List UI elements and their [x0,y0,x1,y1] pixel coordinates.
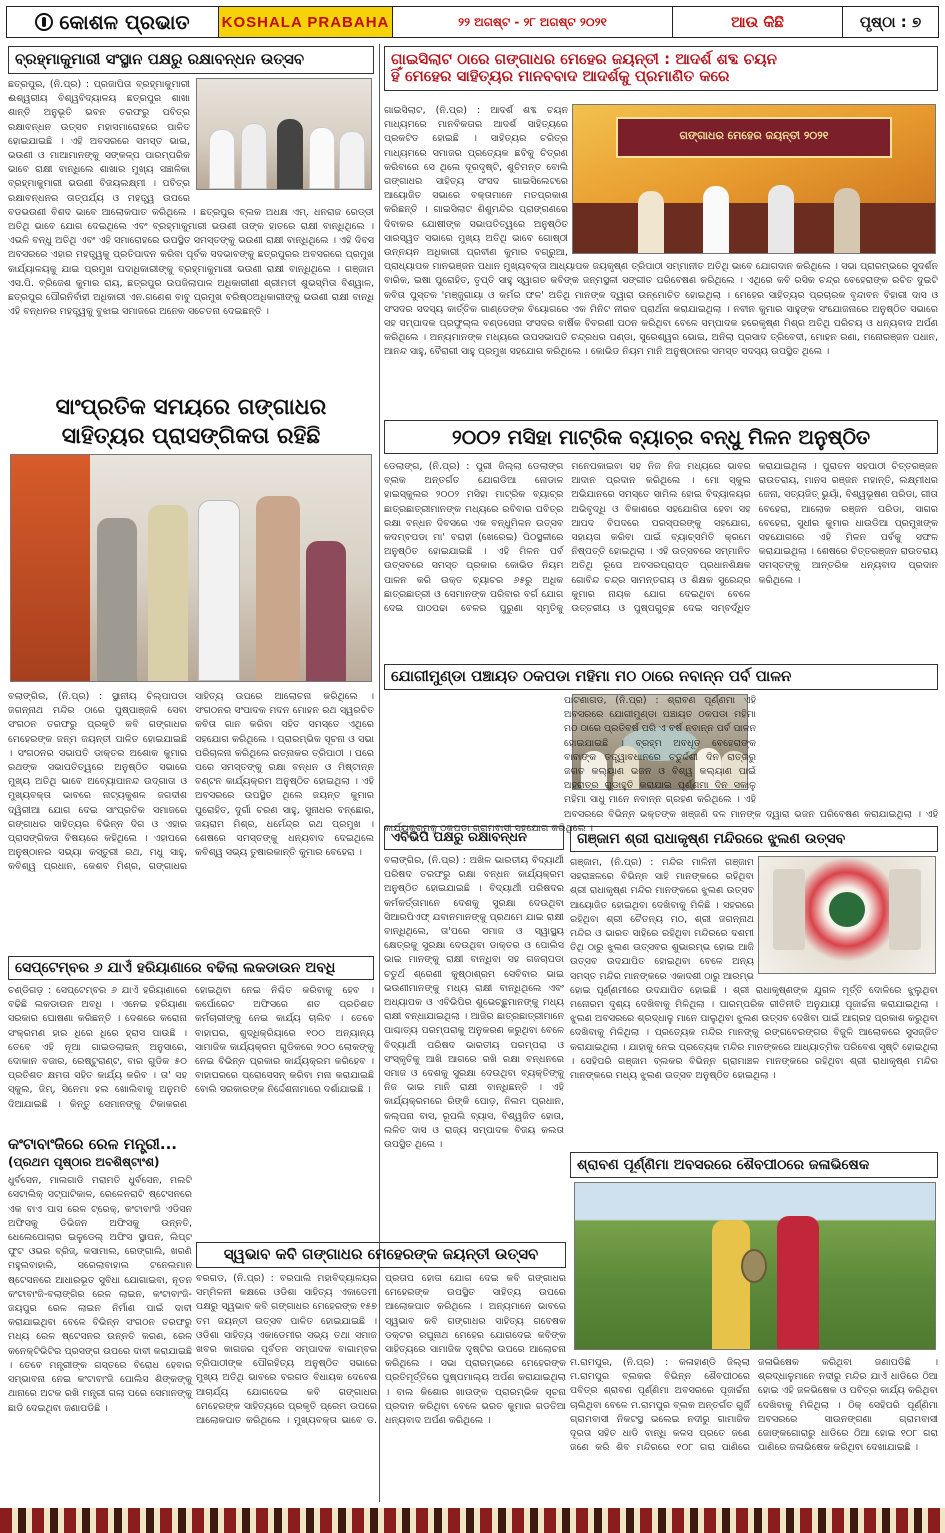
headline: ଗଞ୍ଜାମ ଶ୍ରୀ ରାଧାକୃଷ୍ଣ ମନ୍ଦିରରେ ଝୁଲଣ ଉତ୍ସବ [570,826,938,852]
headline: ଏବିଭିପି ପକ୍ଷରୁ ରକ୍ଷାବନ୍ଧନ [384,826,564,850]
article-text: ଗଞ୍ଜାମ, (ନି.ପ୍ର) : ମନ୍ଦିର ମାଳିନୀ ଗଞ୍ଜାମ ସହରାଞ୍ଚଳରେ ବିଭିନ୍ନ ସାହି ମାନଙ୍କରେ ରହିଥିବା ଶ୍ରୀ ରାଧାକୃଷ୍ଣ ମନ୍ଦିର ମାନଙ୍କରେ ଝୁଲଣ ଉତ୍ସବ ଆୟୋଜିତ ହୋଇଥିବା ଦେଖିବାକୁ ମିଳିଛି । ସହରରେ ରହିଥିବା ଶ୍ରୀ ଚୈତନ୍ୟ ମଠ, ଶ୍ରୀ ଜଗନ୍ନାଥ ମନ୍ଦିର ଓ ଭାରତ ସାହିରେ ରହିଥିବା ମନ୍ଦିରରେ ଦଶମୀ ତିଥି ଠାରୁ ଝୁଲଣ ଉତ୍ସବର ଶୁଭାରମ୍ଭ ହୋଇ ଆଜି ଉତ୍ସବ ଉଦଯାପିତ ହୋଇଥିବା ବେଳେ ଅନ୍ୟ ସମସ୍ତ ମନ୍ଦିର ମାନଙ୍କରେ ଏକାଦଶୀ ଠାରୁ ଆରମ୍ଭ ହୋଇ ପୂର୍ଣ୍ଣମୀରେ ଉଦଯାପିତ ହୋଇଛି । ଶ୍ରୀ ରାଧାକୃଷ୍ଣଙ୍କ ଯୁଗଳ ମୂର୍ତ୍ତି ଦୋଳିରେ ଝୁଲୁଥିବା ମନୋରମ ଦୃଶ୍ୟ ଦେଖିବାକୁ ମିଳିଥିଲା । ପାରମ୍ପରିକ ରୀତିନୀତି ଅନୁଯାୟୀ ପୂଜାର୍ଚ୍ଚନା କରାଯାଇଥିଲା । ଝୁଲଣ ଅବସରରେ ଶ୍ରଦ୍ଧାଳୁ ମାନେ ପାଲୁଥିବା ଝୁଲଣ ଉତ୍ସବ ଦେଖିବା ପାଇଁ ଆଗ୍ରହ ପ୍ରକାଶ କରୁଥିବା ଦେଖିବାକୁ ମିଳିଥିଲା । ପ୍ରତ୍ୟେକ ମନ୍ଦିର ମାନଙ୍କୁ ରଙ୍ଗବେରଙ୍ଗର ବିଜୁଳି ଆଲୋକରେ ସୁସଜ୍ଜିତ କରାଯାଇଥିଲା । ଯାହାକୁ ନେଇ ପ୍ରତ୍ୟେକ ମନ୍ଦିର ମାନଙ୍କରେ ଆଧ୍ୟାତ୍ମିକ ପରିବେଶ ସୃଷ୍ଟି ହୋଇଥିଲା । ସେହିପରି ଗଞ୍ଜାମ ବ୍ଲକର ବିଭିନ୍ନ ଗ୍ରାମାଞ୍ଚଳ ମାନଙ୍କରେ ରହିଥିବା ଶ୍ରୀ ରାଧାକୃଷ୍ଣ ମନ୍ଦିର ମାନଙ୍କରେ ମଧ୍ୟ ଝୁଲଣ ଉତ୍ସବ ଅନୁଷ୍ଠିତ ହୋଇଥିଲା । [570,857,938,1082]
article-text: ମ.ରାମପୁର, (ନି.ପ୍ର) : କଳାହାଣ୍ଡି ଜିଲ୍ଲା ମ.ରାମପୁର ବ୍ଲକର ବିଭିନ୍ନ ଶୈବପୀଠରେ ପବିତ୍ର ଶ୍ରାବଣ ପୂର୍ଣ୍ଣିମା ଅବସରରେ ପୂଜାର୍ଚ୍ଚନା ଚାଲିଥିବା ବେଳେ ମ.ରାମପୁର ବ୍ଲକ ଅନ୍ତର୍ଗତ ଗୁର୍ଜି ଗ୍ରାମବାସୀ ନିକଟସ୍ଥ ଭଲେଇ ନଦୀରୁ ଗାମାଜିକ ଦୂରତା ସହିତ ଧାଡି ବାନ୍ଧି କଳସ ପ୍ରତେ ଜଣେ ଜଣେ କରି ଶିବ ମନ୍ଦିରରେ ୧୦୮ ଗରା ପାଣିରେ ଜଳାଭିଷେକ କରିଥିବା ଜଣାପଡିଛି । ଶ୍ରଦ୍ଧାଳୁମାନେ ନଦୀରୁ ମନ୍ଦିର ଯାଏଁ ଧାଡିରେ ଠିଆ ହୋଇ ଏହି ଜଳଭିଷେକ ଓ ପବିତ୍ର କାର୍ଯ୍ୟ କରିଥିବା ଦେଖିବାକୁ ମିଳିଥିଲା । ଠିକ୍ ସେହିପରି ପୂର୍ଣ୍ଣିମା ଅବସରରେ ସାଉନଙ୍ଗଣା ଗ୍ରାମବାସୀ ଜୋଙ୍କଗୋରାରୁ ଧାଡିରେ ଠିଆ ହୋଇ ୧୦୮ ଗରା ପାଣିରେ ଜଳାଭିଷେକ କରିଥିବା ଦେଖାଯାଇଛି । [570,1357,938,1454]
headline: ୨୦୦୨ ମସିହା ମାଟ୍ରିକ ବ୍ୟାଚ୍‌ର ବନ୍ଧୁ ମିଳନ ଅନୁଷ୍ଠିତ [384,420,938,454]
photo-devotees-with-kalash [574,1182,936,1350]
headline-line-1: ସାଂପ୍ରତିକ ସମୟରେ ଗଙ୍ଗାଧର [55,395,327,420]
masthead [6,6,939,38]
article-text: ଛତ୍ରପୁର, (ନି.ପ୍ର) : ପ୍ରଜାପିତା ବ୍ରହ୍ମାକୁମାରୀ ଈଶ୍ୱରୀୟ ବିଶ୍ୱବିଦ୍ୟାଳୟ ଛତ୍ରପୁର ଶାଖା ଶାନ୍ତି ଅନୁଭୂତି ଭବନ ତରଫରୁ ପବିତ୍ର ରକ୍ଷାବନ୍ଧନ ଉତ୍ସବ ମହାସମାରୋହରେ ପାଳିତ ହୋଇଯାଇଛି । ଏହି ଅବସରରେ ସମସ୍ତ ଭାଇ, ଭଉଣୀ ଓ ମାଆମାନଙ୍କୁ ସଙ୍କଳ୍ପ ପାରମ୍ପରିକ ଭାବେ ରାକ୍ଷୀ ବାନ୍ଧିଲେ ଶାଖାର ମୁଖ୍ୟ ସଞ୍ଚାଳିକା ବ୍ରହ୍ମାକୁମାରୀ ଭଉଣୀ ବିଜୟଲକ୍ଷ୍ମୀ । ପବିତ୍ର ରକ୍ଷାବନ୍ଧନର ତାତ୍ପର୍ଯ୍ୟ ଓ ମହତ୍ତ୍ୱ ଉପରେ ବଡଭଉଣୀ ବିଶଦ ଭାବେ ଆଲୋକପାତ କରିଥିଲେ । ଛତ୍ରପୁର ବ୍ଲକ ଅଧକ୍ଷ ଏମ୍. ଧନରାଜ ରେଡ୍ଡୀ ଅତିଥି ଭାବେ ଯୋଗ ଦେଇଥିଲେ ଏବଂ ବ୍ରହ୍ମାକୁମାରୀ ଭଉଣୀ ତାଙ୍କ ହାତରେ ରାକ୍ଷୀ ବାନ୍ଧିଥିଲେ । ଏଭଳି ବନ୍ଧୁ ଅତିଥି ଏବଂ ଏହି ସମାରୋହରେ ଉପସ୍ଥିତ ସମସ୍ତଙ୍କୁ ଭଉଣୀ ରାକ୍ଷୀ ବାନ୍ଧିଥିଲେ । ଏହି ଦିବସ ଅବସରରେ ଏହାର ମହତ୍ତ୍ୱକୁ ପ୍ରତିପାଦନ କରିବା ପୂର୍ବକ ସଦଭାବଙ୍କୁ ଛତ୍ରପୁରର ଅବସରରେ ପ୍ରମୁଖ କାର୍ଯ୍ୟାଳୟକୁ ଯାଇ ପ୍ରମୁଖ ପଦାଧିକାରୀଙ୍କୁ ବ୍ରହ୍ମାକୁମାରୀ ଭଉଣୀ ରାକ୍ଷୀ ବାନ୍ଧିଥିଲେ । ଗଞ୍ଜାମ ଏସ.ପି. ବ୍ରିଜେଶ କୁମାର ରାୟ, ଛତ୍ରପୁର ଉପଜିଲାପାଳ ଅଧିକାରୀଣୀ ଶ୍ରୀମତୀ ଶୁଭସ୍ମିତା ବିଶ୍ୱାଳ, ଛତ୍ରପୁର ପୌରନିର୍ବାହୀ ଅଧିକାରୀ ଏନ.ଗଣେଶ ବାବୁ ପ୍ରମୁଖ ବରିଷ୍ଠଅଧିକାରୀଙ୍କୁ ଭଉଣୀ ରାକ୍ଷୀ ବାନ୍ଧି ଏହି ବନ୍ଧନର ମହତ୍ତ୍ୱକୁ ବୁଝାଇ ସମାଜରେ ଅନେକ ସଚେତନା ଦେଇଛନ୍ତି । [8,79,374,318]
headline: କଂଟାବାଂଜିରେ ରେଳ ମନ୍ତ୍ରୀ... [8,1135,177,1153]
article-text: ଧୁର୍ବସେନ, ମାଲଗାଡି ମରାମତି ଧୁର୍ବସେନ, ମଲଟି ସେଟାଲିକ୍ ସଟ୍‌ପାଟିକାଳ, ରେଳେନରାଟି ଷ୍ଟେସନରେ ଏକ ବାଏ ପାସ ରେଳ ଟ୍ରେକ୍, କଂଟାବାଂଜି ଏଡିସନ ଅଫିସକୁ ଡିଭିଜନ ଅଫିସକୁ ଉନ୍ନତି, ଧେଲେପୋଲାର ଇଳୁଡେଲ୍‌ ଅଫିସ ସ୍ଥାପନ, ଲିପ୍ଟ ଫୁଟ ଓଭର ବ୍ରିଜ୍, କସାମାଲ, ରେଙ୍ଗାଲି, ଖରଣି ମହୁଲବାହାଲି, ସରେଲାବାହାଲ ଟନେଲମାନ ଷ୍ଟେସନରେ ଆଧାରଭୂତ ସୁବିଧା ଯୋଗାଇବା, ନୂତନ କଂଟାବାଂଜି-ବଲାଙ୍ଗିର ରେଳ ଲାଇନ, କଂଟାବାଂଜି-ଜୟପୁର ରେଳ ଲାଇନ ନିର୍ମାଣ ପାଇଁ ଦାବୀ କରାଯାଇଥିବା ବେଳେ ବିଭିନ୍ନ ସଂଗଠନ ତରଫରୁ ମଧ୍ୟ ରେଳ ଷ୍ଟେସନର ଉନ୍ନତି କରଣ, ରେଳ କନେକ୍ଟିଭିଟିର ପ୍ରସଙ୍ଗ ଉପରେ ଦାବୀ କରାଯାଇଛି । ତେବେ ମନ୍ତ୍ରୀଙ୍କ ଗସ୍ତରେ ବିରୋଧ ହେବାର ସମ୍ଭାବନା ନେଇ କଂଟାବାଂଜି ପୋଲିସ ଶିଙ୍କଙ୍କୁ ଥାନାରେ ଅଟକ ରଖି ମନ୍ତ୍ରୀ ଗଲା ପରେ ସେମାନଙ୍କୁ ଛାଡି ଦେଇଥିବା ଜଣାପଡିଛି । [8,1175,192,1414]
article-text: ଚଣ୍ଡିଗଡ଼ : ସେପ୍ଟେମ୍ବର ୬ ଯାଏଁ ହରିୟାଣାରେ ବଢିଛି ଲକଡାଉନ ଅବଧି । ଏନେଇ ହରିୟାଣା ସରକାର ଘୋଷଣା କରିଛନ୍ତି । ଦେଶରେ କରୋନା ସଂକ୍ରମଣ ହାର ଧିରେ ଧିରେ ହ୍ରାସ ପାଉଛି । ତେବେ ଏହି ନୂଆ ଗାଇଡଲାଇନ୍ ଅନୁସାରେ, ଦୋକାନ ବଜାର, ରେଷ୍ଟୁରାଣ୍ଟ, ବାର ଗୁଡିକ ୫୦ ପ୍ରତିଶତ କ୍ଷମତା ସହିତ କାର୍ଯ୍ୟ କରିବ । ତା' ସହ ସ୍କୁଲ, ଜିମ୍, ସିନେମା ହଲ ଖୋଲିବାକୁ ଅନୁମତି ଦିଆଯାଇଛି । କିନ୍ତୁ ସେମାନଙ୍କୁ ଟିକାକରଣ ହୋଇଥିବା ନେଇ ନିଶ୍ଚିତ କରିବାକୁ ହେବ । କର୍ପୋରେଟ ଅଫିସରେ ଶତ ପ୍ରତିଶତ କର୍ମଚାରୀଙ୍କୁ ନେଇ କାର୍ଯ୍ୟ ଚାଲିବ । ତେବେ ବାହାଘର, ଶୁଦ୍ଧିକ୍ରିୟାରେ ୧୦୦ ଅନ୍ୟାନ୍ୟ ସାମାଜିକ କାର୍ଯ୍ୟକ୍ରମ ଗୁଡିକରେ ୨୦୦ ଲୋକଙ୍କୁ ନେଇ ବିଭିନ୍ନ ପ୍ରକାର କାର୍ଯ୍ୟକ୍ରମ କରିହେବ । ବାହାଘରରେ ପ୍ରୋସେସନ୍ କରିବା ମନା କରାଯାଇଛି ବୋଲି ସରକାରଙ୍କ ନିର୍ଦ୍ଦେଶନାମାରେ ଦର୍ଶାଯାଇଛି । [8,985,374,1110]
banner-text: ଗଙ୍ଗାଧର ମେହେର ଜୟନ୍ତୀ ୨୦୨୧ [679,128,829,142]
page-number: ପୃଷ୍ଠା : ୭ [859,13,922,31]
article-text: ବଲାଙ୍ଗିର, (ନି.ପ୍ର) : ଅଖିଳ ଭାରତୀୟ ବିଦ୍ୟାର୍ଥୀ ପରିଷଦ ତରଫରୁ ରକ୍ଷା ବନ୍ଧନ କାର୍ଯ୍ୟକ୍ରମ ଅନୁଷ୍ଠିତ ହୋଇଯାଇଛି । ବିଦ୍ୟାର୍ଥୀ ପରିଷଦର କର୍ମକର୍ତ୍ତାମାନେ ଦେଶକୁ ସୁରକ୍ଷା ଦେଉଥିବା ସିଆରପିଏଫ୍ ଯବାନମାନଙ୍କୁ ପ୍ରଥମେ ଯାଇ ରାକ୍ଷୀ ବାନ୍ଧିଥିଲେ, ତା'ପରେ ସମାଜ ଓ ସ୍ୱାସ୍ଥ୍ୟ କ୍ଷେତ୍ରକୁ ସୁରକ୍ଷା ଦେଉଥିବା ଡାକ୍ତର ଓ ପୋଲିସ ଭାଇ ମାନଙ୍କୁ ରାକ୍ଷୀ ବାନ୍ଧିବା ସହ ଗଜଚାପଡା ଚତୁର୍ଥ ଶ୍ରେଣୀ କୁଷ୍ଠାଶ୍ରମ ସେବିବାର ଭାଇ ଭଉଣୀମାନଙ୍କୁ ମଧ୍ୟ ରାକ୍ଷୀ ବାନ୍ଧିଥିଲେ ଏବଂ ଅଧ୍ୟାପକ ଓ ଏବିଭିପିର ଶୁଭେଚ୍ଛୁମାନଙ୍କୁ ମଧ୍ୟ ରାକ୍ଷୀ ବନ୍ଧାଯାଇଥିଲା । ଆଜିର ଛାତ୍ରଛାତ୍ରୀମାନେ ପାଶ୍ଚାତ୍ୟ ପରମ୍ପରାକୁ ଅନୁକରଣ କରୁଥିବା ବେଳେ ବିଦ୍ୟାର୍ଥୀ ପରିଷଦ ଭାରତୀୟ ପରମ୍ପରା ଓ ସଂସ୍କୃତିକୁ ଆଖି ଆଗରେ ରଖି ରକ୍ଷା ବନ୍ଧନରେ ସମାଜ ଓ ଦେଶକୁ ସୁରକ୍ଷା ଦେଉଥିବା ବ୍ୟକ୍ତିଙ୍କୁ ନିଜ ଭାଇ ମାନି ରାକ୍ଷୀ ବାନ୍ଧିଛନ୍ତି । ଏହି କାର୍ଯ୍ୟକ୍ରମରେ ରିଙ୍କି ପୋଡ଼, ନିଲମ ପ୍ରଧାନ, କଲ୍ପନା ବାସ, ରୂପଲି ବ୍ୟାସ, ବିଶ୍ୱଜିତ ହୋତା, ଲଳିତ ଦାସ ଓ ରାଜ୍ୟ ସମ୍ପାଦକ ବିଜୟ କଲତା ଉପସ୍ଥିତ ଥିଲେ । [384,855,564,1151]
photo-gathering [10,454,372,682]
article-text: ପାଟଣାଗଡ, (ନି.ପ୍ର) : ଶ୍ରାବଣ ପୂର୍ଣ୍ଣମା ଏହି ଅବସରରେ ଯୋଗୀମୁଣ୍ଡା ପଞ୍ଚାୟତ ଠକପଡା ମହିମା ମଠ ଠାରେ ପ୍ରତିବର୍ଷ ପରି ଏ ବର୍ଷ ନବାନ୍ନ ପର୍ବ ପାଳନ ହୋଇଯାଇଛି । ବ୍ରହ୍ମ ଅବଧୂତ ବେହେରାଙ୍କ ବାବାଙ୍କ ତତ୍ତ୍ୱାବଧାନରେ ଚତୁର୍ଦ୍ଦଶୀ ଦିନ ରାତ୍ରରୁ ଜଗତ କଲ୍ୟାଣ ଭଜନ ଓ ବିଶ୍ୱ କଲ୍ୟାଣ ପାଇଁ ଅହରାତ୍ର ଗୁଡାହୁତି କରାଯାଇ ପୂର୍ଣ୍ଣମା ଦିନ ସକାଳୁ ମହିମା ସାଧୁ ମାନେ ନବାନ୍ନ ଗ୍ରହଣ କରିଥିଲେ । ଏହି ଅବସରରେ ବିଭିନ୍ନ ଭକ୍ତଙ୍କ ଖଞ୍ଜଣି ଦଳ ମାନଙ୍କ ଦ୍ୱାରା ଭଜନ ପରିବେଷଣ କରାଯାଇଥିଲା । ଏହି କାର୍ଯ୍ୟକ୍ରମକୁ ଠକପଡା ଗ୍ରାମବାସୀ ସହଯୋଗ କରିଥିଲେ । [384,695,938,834]
article-nabanna [384,664,938,834]
headline: ବ୍ରହ୍ମାକୁମାରୀ ସଂସ୍ଥାନ ପକ୍ଷରୁ ରକ୍ଷାବନ୍ଧନ ଉତ୍ସବ [8,46,374,74]
decorative-footer-border [0,1508,945,1533]
article-abvp [384,826,564,1240]
article-gangadhar-jayanti [384,46,938,412]
headline-line-1: ଗାଇସିଲାଟ ଠାରେ ଗଙ୍ଗାଧର ମେହେର ଜୟନ୍ତୀ : ଆଦର୍ଶ ଶବ୍ଦ ଚୟନ [391,50,777,68]
headline: ଯୋଗୀମୁଣ୍ଡା ପଞ୍ଚାୟତ ଠକପଡା ମହିମା ମଠ ଠାରେ ନବାନ୍ନ ପର୍ବ ପାଳନ [384,664,938,690]
issue-date: ୨୨ ଅଗଷ୍ଟ - ୨୮ ଅଗଷ୍ଟ ୨୦୨୧ [393,7,673,37]
logo-text: କୋଶଳ ପ୍ରଭାତ [59,10,190,34]
article-reunion [384,420,938,656]
headline: ସ୍ୱଭାବ କବି ଗଙ୍ଗାଧର ମେହେରଙ୍କ ଜୟନ୍ତୀ ଉତ୍ସବ [196,1242,566,1268]
subhead: (ପ୍ରଥମ ପୃଷ୍ଠାର ଅବଶିଷ୍ଟାଂଶ) [8,1155,160,1170]
section-title: ଆଉ କିଛି [673,7,843,37]
headline-line-2: ହିଁ ମେହେର ସାହିତ୍ୟର ମାନବବାଦ ଆଦର୍ଶକୁ ପ୍ରମାଣିତ କରେ [391,67,730,86]
article-text: ଡେଲାଙ୍ଗ, (ନି.ପ୍ର) : ପୁରୀ ଜିଲ୍ଲା ଡେଲାଙ୍ଗ ବ୍ଲକ ଅନ୍ତର୍ଗତ ଯୋଗଡିଆ ନୋଡାଳ ହାଇସ୍କୁଲର ୨୦୦୨ ମସିହା ମାଟ୍ରିକ ବ୍ୟାଚ୍‌ର ଛାତ୍ରଛାତ୍ରୀମାନଙ୍କ ମଧ୍ୟରେ ରବିବାର ପବିତ୍ର ରକ୍ଷା ବନ୍ଧନ ଦିବସରେ ଏକ ବନ୍ଧୁମିଳନ ଉତ୍ସବ କଦମ୍ବପଡା ମା' ବରାହୀ (ଖେରେଇ) ପିଠସ୍ଥଳୀରେ ଅନୁଷ୍ଠିତ ହୋଇଯାଇଛି । ଏହି ମିଳନ ପର୍ବ ଉତ୍ସବରେ ସମସ୍ତ ପ୍ରକାର କୋଭିଡ ନିୟମ ପାଳନ କରି ଉକ୍ତ ବ୍ୟାଚର ୬୫ରୁ ଅଧିକ ଛାତ୍ରଛାତ୍ରୀ ଓ ସେମାନଙ୍କ ପରିବାର ବର୍ଗ ଯୋଗ ଦେଇ ପାଠପଢା ବେଳର ପୁରୁଣା ସ୍ମୃତିକୁ ମନେପକାଇବା ସହ ନିଜ ନିଜ ମଧ୍ୟରେ ଭାବର ଆଦାନ ପ୍ରଦାନ କରିଥିଲେ । ମୋ ସ୍କୁଲ ଅଭିଯାନରେ ସମସ୍ତେ ସାମିଲ ହୋଇ ବିଦ୍ୟାଳୟର ଅଭିବୃଦ୍ଧି ଓ ବିକାଶରେ ସହଯୋଗିତା ହେବା ସହ ଆପଦ ବିପଦରେ ପରସ୍ପରଙ୍କୁ ସହଯୋଗ, ସହାୟତା କରିବା ପାଇଁ ବ୍ୟାଚ୍‌ସମିତି କ୍ରମେ ନିଷ୍ପତ୍ତି ହୋଇଥିଲା । ଏହି ଉତ୍ସବରେ ସମ୍ମାନିତ ଅତିଥି ରୂପେ ଅବସରପ୍ରାପ୍ତ ପ୍ରଧାନଶିକ୍ଷକ ଗୋବିନ୍ଦ ଚନ୍ଦ୍ର ସାମନ୍ତରାୟ ଓ ଶିକ୍ଷକ ସୁରେନ୍ଦ୍ର କୁମାର ନାୟକ ଯୋଗ ଦେଇଥିବା ବେଳେ ଉତ୍ତରୀୟ ଓ ପୁଷ୍ପଗୁଚ୍ଛ ଦେଇ ସମ୍ବର୍ଦ୍ଧିତ କରାଯାଇଥିଲା । ପୁରାତନ ସହପାଠୀ ଚିତ୍ତରଞ୍ଜନ ରାଉତରାୟ, ମାନସ ରଞ୍ଜନ ମହାନ୍ତି, ଲକ୍ଷ୍ମୀଧର ଜେନା, ସତ୍ୟଜିତ୍ ଭୁୟାଁ, ବିଶ୍ୱଭୂଷଣ ପରିଡା, ଗୀତା ବେହେରା, ଆଲୋକ ରଞ୍ଜନ ପରିଡା, ସାଗର ବେହେରା, ସୁଧୀର କୁମାର ଧାଉଡିଆ ପ୍ରମୁଖଙ୍କ ସହଯୋଗରେ ଏହି ମିଳନ ପର୍ବକୁ ସଫଳ କରାଯାଇଥିଲା । ଶେଷରେ ଚିତ୍ତରଞ୍ଜନ ରାଉତରାୟ ସମସ୍ତଙ୍କୁ ଆନ୍ତରିକ ଧନ୍ୟବାଦ ପ୍ରଦାନ କରିଥିଲେ । [384,461,938,615]
headline-block [8,394,374,451]
article-samprati [8,394,374,948]
paper-name: KOSHALA PRABAHA [219,7,393,37]
article-jalabhishek [570,1152,938,1502]
article-text: ବରଗଡ, (ନି.ପ୍ର) : ବରପାଲି ମହାବିଦ୍ୟାଳୟର ସମ୍ମିଳନୀ କକ୍ଷରେ ଓଡିଶା ସାହିତ୍ୟ ଏକାଡେମୀ ପକ୍ଷରୁ ସ୍ୱଭାବ କବି ଗଙ୍ଗାଧର ମେହେରଙ୍କ ୧୫୭ ତମ ଜୟନ୍ତୀ ଉତ୍ସବ ପାଳିତ ହୋଇଯାଇଛି । ଓଡିଶା ସାହିତ୍ୟ ଏକାଡେମୀର ସଭ୍ୟ ତଥା ସମାଜ ଖବର କାଗଜର ପୂର୍ବତନ ସମ୍ପାଦକ ବାଗାମ୍ବର ତ୍ରିପାଠୀଙ୍କ ପୌରହିତ୍ୟ ଅନୁଷ୍ଠିତ ସଭାରେ ମୁଖ୍ୟ ଅତିଥି ଭାବରେ ବରଗଡ ବିଧାୟକ ଦେବେଶ ଆଚାର୍ଯ୍ୟ ଯୋଗଦେଇ କବି ଗଙ୍ଗାଧର ମେହେରଙ୍କ ସାହିତ୍ୟରେ ପ୍ରକୃତି ପ୍ରେମ ଉପରେ ଆଲୋକପାତ କରିଥିଲେ । ମୁଖ୍ୟବକ୍ତା ଭାବେ ଡ. ପ୍ରତାପ ହୋତା ଯୋଗ ଦେଇ କବି ଗଙ୍ଗାଧର ମେହେରଙ୍କ ଉପସ୍ଥିତ ସାହିତ୍ୟ ଉପରେ ଆଲୋକପାତ କରିଥିଲେ । ଅନ୍ୟମାନେ ଭାବରେ ସ୍ୱଭାବ କବି ଗଙ୍ଗାଧର ସାହିତ୍ୟ ଗବେଷକ ଡକ୍ଟର ରଘୁନାଥ ମେହେର ଯୋଗଦେଇ କବିଙ୍କ ସାହିତ୍ୟରେ ସାମାଜିକ ଦୃଷ୍ଟିର ଉପରେ ଆଲୋଚନା କରିଥିଲେ । ସଭା ପ୍ରାରମ୍ଭରେ ମେହେରଙ୍କ ପ୍ରତିମୂର୍ତ୍ତିରେ ପୁଷ୍ପମାଲ୍ୟ ଅର୍ପଣ କରାଯାଇଥିଲା । ବାଲ କିଶୋର ଖାଉଙ୍କ ପ୍ରାରମ୍ଭିକ ସୂଚନା ପ୍ରଦାନ କରିଥିବା ବେଳେ ଭରତ କୁମାର ଗଡତିଆ ଧନ୍ୟବାଦ ଅର୍ପଣ କରିଥିଲେ । [196,1273,566,1427]
article-jhulana [570,826,938,1156]
headline-line-2: ସାହିତ୍ୟର ପ୍ରାସଙ୍ଗିକତା ରହିଛି [61,423,321,449]
article-lockdown [8,956,374,1132]
headline: ସେପ୍ଟେମ୍ବର ୬ ଯାଏଁ ହରିୟାଣାରେ ବଢିଲା ଲକଡାଉନ ଅବଧି [8,956,374,980]
article-text: ଗାଇସିଲାଟ, (ନି.ପ୍ର) : ଆଦର୍ଶ ଶବ୍ଦ ଚୟନ ମାଧ୍ୟମରେ ମାନବିକତାର ଆଦର୍ଶ ସାହିତ୍ୟରେ ପ୍ରକଟିତ ହୋଇଛି । ସାହିତ୍ୟର ଚରିତ୍ର ମାଧ୍ୟମରେ ସମାଜର ପ୍ରତ୍ୟେକ ଛବିକୁ ଚିତ୍ରଣ କରିବାରେ ସେ ଥିଲେ ଦୂରଦୃଷ୍ଟି, ଶୁଚିମନ୍ତ ବୋଲି ଗଙ୍ଗାଧର ସାହିତ୍ୟ ସଂସଦ ଗାଇସିଲେଟରେ ଆୟୋଜିତ ସଭାରେ ବକ୍ତାମାନେ ମତପ୍ରକାଶ କରିଛନ୍ତି । ଗାଇସିଲାଟ ଶିଶୁମନ୍ଦିର ପ୍ରାଙ୍ଗଣରେ ଦିବାକର ଯୋଷୀଙ୍କ ସଭାପତିତ୍ୱରେ ଅନୁଷ୍ଠିତ ସାରସ୍ୱତ ସଭାରେ ମୁଖ୍ୟ ଅତିଥି ଭାବେ ଗୋଷ୍ଠୀ ଉନ୍ନୟନ ଅଧିକାରୀ ପ୍ରବୀଣ କୁମାର ବଗ୍ରୁଆ, ପ୍ରାଧ୍ୟାପକ ମାନଭଞ୍ଜନ ପଧାନ ମୁଖ୍ୟବକ୍ତା ଆଧ୍ୟାପକ ଜୟକୃଷ୍ଣ ତ୍ରିପାଠୀ ସମ୍ମାନୀତ ଅତିଥି ଭାବେ ଯୋଗଦାନ କରିଥିଲେ । ସଭା ପ୍ରାରମ୍ଭରେ ସୁଦର୍ଶନ ବାରିକ, ଇଷା ପୁରୋହିତ, ତୃପ୍ତି ସାହୁ ସ୍ୱାଗତ କବିଙ୍କ ଜନ୍ମସ୍ଥଳୀ ସଙ୍ଗୀତ ପରିବେଷଣ କରିଥିଲେ । ଏଥିରେ କବି ରସିକ ଚନ୍ଦ୍ର ବେହେରାଙ୍କ ରଚିତ ଦୁଇଟି କବିତା ପୁସ୍ତକ 'ମଞ୍ଜୁଗାୟା ଓ କର୍ମର ଫଳ' ଅତିଥି ମାନଙ୍କ ଦ୍ୱାରା ଉନ୍ମୋଚିତ ହୋଇଥିଲା । ମେହେର ସାହିତ୍ୟର ପ୍ରଚାରକ ବୃନ୍ଦାବନ ବିହାରୀ ଦାସ ଓ ସଂସଦର ସଦସ୍ୟ କାର୍ତ୍ତିକ ଗାଣ୍ଡେଙ୍କ ବିୟୋଗରେ ଏକ ମିନିଟ ନୀରବ ପ୍ରାର୍ଥନା କରାଯାଇଥିଲା । ନବୀନ କୁମାର ସାହୁଙ୍କ ସଂଯୋଜନାରେ ଅନୁଷ୍ଠିତ ସଭାରେ ସହ ସମ୍ପାଦକ ପ୍ରଫୁଲ୍ଲ ବଣ୍ଡସେନା ସଂସଦର ବାର୍ଷିକ ବିବରଣୀ ପଠନ କରିଥିବା ବେଳେ ସମ୍ପାଦକ ହରେକୃଷ୍ଣ ମିଶ୍ର ଅତିଥି ପରିଚୟ ଓ ଧନ୍ୟବାଦ ଅର୍ପଣ କରିଥିଲେ । ଅନ୍ୟମାନଙ୍କ ମଧ୍ୟରେ ଉପସଭାପତି ଚନ୍ଦ୍ରଧର ପଣ୍ଡା, ସୁରେଶ୍ୱର ଭୋଇ, ଅନିଲା ପ୍ରସାଦ ତ୍ରିବେଦୀ, ମୋହନ ରଣା, ମନୋରଞ୍ଜନ ପଧାନ, ଆନନ୍ଦ ସାହୁ, ବୈରାଗୀ ସାହୁ ପ୍ରମୁଖ ସହଯୋଗ କରିଥିଲେ । କୋଭିଡ ନିୟମ ମାନି ଅନୁଷ୍ଠାନର ସମସ୍ତ ସଦସ୍ୟ ଉପସ୍ଥିତ ଥିଲେ । [384,105,938,358]
article-brahmakumari [8,46,374,386]
article-rail-minister [8,1136,192,1502]
masthead-logo [7,7,219,37]
headline: ଶ୍ରାବଣ ପୂର୍ଣ୍ଣିମା ଅବସରରେ ଶୈବପୀଠରେ ଜଳାଭିଷେକ [570,1152,938,1178]
article-text: ବଲାଙ୍ଗିର, (ନି.ପ୍ର) : ସ୍ଥାନୀୟ ଚିଲ୍ପାପଡା ଜଗନ୍ନାଥ ମନ୍ଦିର ଠାରେ ପୁଷ୍ପାଞ୍ଜଳି ସେବା ସଂଗଠନ ତରଫରୁ ପ୍ରକୃତି କବି ଗଙ୍ଗାଧର ମେହେରଙ୍କ ଜନ୍ମ ଜୟନ୍ତୀ ପାଳିତ ହୋଇଯାଇଛି । ସଂଗଠନର ସଭାପତି ଡାକ୍ତର ଅଶୋକ କୁମାର ରଥଙ୍କ ସଭାପତିତ୍ୱରେ ଅନୁଷ୍ଠିତ ସଭାରେ ମୁଖ୍ୟ ଅତିଥି ଭାବେ ଅବ୍ୟୋପାନନ୍ଦ ଉଦ୍‌ଗାତା ଓ ମୁଖ୍ୟବକ୍ତା ଭାବରେ ନାଟ୍ୟକୁଶଳ ଜଗଦୀଶ ଦ୍ୱିରୀଆ ଯୋଗ ଦେଇ ସାଂପ୍ରତିକ ସମାଜରେ ଗଙ୍ଗାଧର ସାହିତ୍ୟର ବିଭିନ୍ନ ଦିଗ ଓ ଏହାର ପ୍ରାସଙ୍ଗିକତା ବିଷୟରେ କହିଥିଲେ । ଏହାପରେ ଅନୁଷ୍ଠାନର ସଭ୍ୟା କସ୍ତୁରୀ ରଥ, ମଧୁ ସାହୁ, କବିଶ୍ୱ ପ୍ରଧାନ, କେଶବ ମିଶ୍ର, ଗଙ୍ଗାଧର ସାହିତ୍ୟ ଉପରେ ଆଲୋଚନା କରିଥିଲେ । ସଂଗଠନର ସଂପାଦକ ମଦନ ମୋହନ ରଥ ସ୍ୱରଚିତ କବିତା ଗାନ କରିବା ସହିତ ସମସ୍ତେ ଏଥିରେ ସହଯୋଗ କରିଥିଲେ । ପ୍ରାରମ୍ଭିକ ସୂଚନା ଓ ସଭା ପରିଚାଳନା କରିଥିଲେ ରତ୍ନାକର ତ୍ରିପାଠୀ । ପରେ ପରେ ସମସ୍ତଙ୍କୁ ରକ୍ଷା ବନ୍ଧନ ଓ ମିଷ୍ଟାନ୍ନ ବଣ୍ଟନ କାର୍ଯ୍ୟକ୍ରମ ଅନୁଷ୍ଠିତ ହୋଇଥିଲା । ଏହି ଅବସରରେ ଉପସ୍ଥିତ ଥିଲେ ଜୟନ୍ତ କୁମାର ପୁରୋହିତ, ଦୁର୍ଗା ଚରଣ ସାହୁ, ସୁନାଧର ବନ୍ଛୋର, ଜୟରାମ ମିଶ୍ର, ଧର୍ମେନ୍ଦ୍ର ରଥ ପ୍ରମୁଖ । ଶେଷରେ ସମସ୍ତଙ୍କୁ ଧନ୍ୟବାଦ ଦେଇଥିଲେ କବିଶ୍ୱ ସଭ୍ୟ ତୁଷାରକାନ୍ତି କୁମାର ବେହେରା । [8,691,374,873]
lamp-emblem-icon [35,13,53,31]
article-swabhaba-kabi [196,1242,566,1502]
headline-block [384,46,938,91]
